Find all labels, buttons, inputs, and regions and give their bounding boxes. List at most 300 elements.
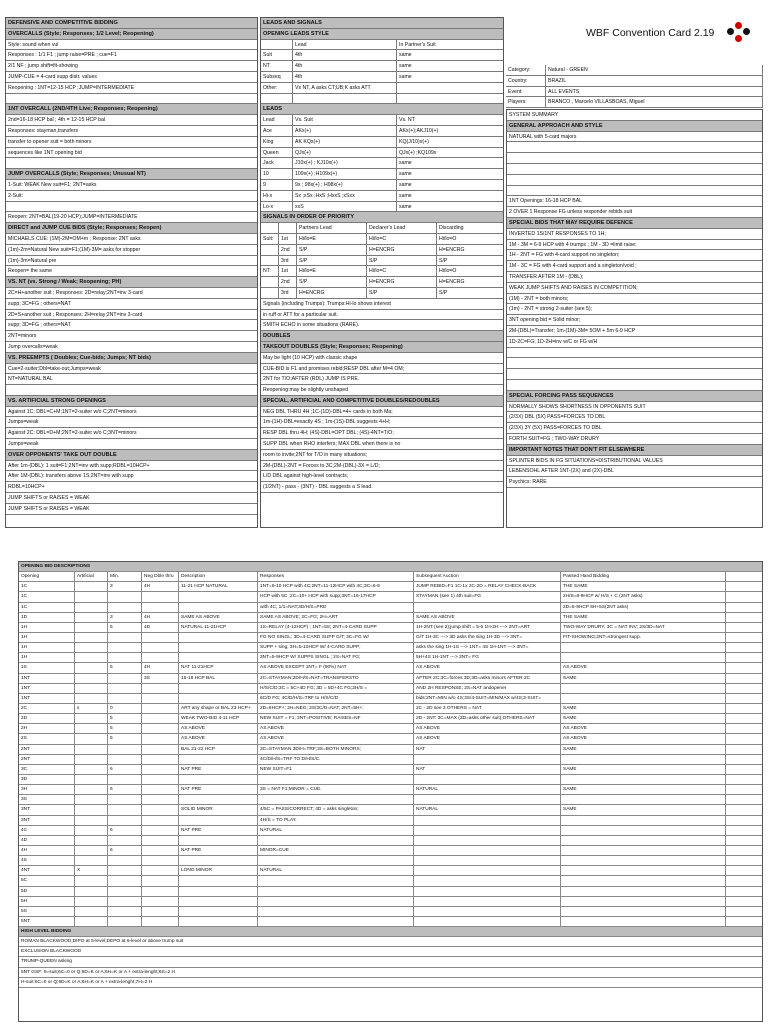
opening-bid-cell: 4S — [19, 856, 75, 865]
defense-line: transfer to opener suit = both minors — [6, 137, 257, 148]
lead-card-cell: same — [397, 180, 503, 190]
signal-row — [261, 266, 503, 277]
defense-line: JUMP SHIFTS or RAISES = WEAK — [6, 493, 257, 504]
opening-bid-cell: 5D — [19, 887, 75, 896]
opening-bid-cell: 2C - 2D see 3 OTHERS = NAT — [414, 704, 561, 713]
column-header: Neg Dble thru — [142, 572, 179, 581]
opening-bid-cell: 5 — [108, 663, 142, 672]
lead-card-cell: same — [397, 169, 503, 179]
opening-bid-cell: 2D=6HCP+; 2H=NEG; 2S/3C/D=NAT; 2NT=5H+; — [258, 704, 414, 713]
defense-line: JUMP SHIFTS or RAISES = WEAK — [6, 504, 257, 515]
lead-card-cell: same — [397, 191, 503, 201]
opening-bid-cell: 2NT — [19, 755, 75, 764]
opening-bid-row — [19, 633, 762, 643]
opening-bid-cell: AS ABOVE — [414, 724, 561, 733]
defense-line: Reopen= the same — [6, 266, 257, 277]
opening-bid-cell — [108, 805, 142, 814]
event-info-cell: BRAZIL — [546, 76, 763, 86]
doubles-line: NEG DBL THRU 4H ;1C-(1D)-DBL=4+ cards in both Ma; — [261, 407, 503, 418]
signal-cell: Suit: — [261, 234, 279, 244]
system-line — [507, 175, 762, 186]
opening-bid-cell — [414, 866, 561, 875]
opening-bid-cell: NEW SUIT=F1 — [258, 765, 414, 774]
lead-style-cell: 4th — [293, 72, 397, 82]
column-header: Description — [179, 572, 258, 581]
opening-bid-cell: FG NO SINGL; 3D=4-CARD SUPP G/T; 3C=FG W/ — [258, 633, 414, 642]
defense-line: supp; 3D=FG ; others=NAT — [6, 320, 257, 331]
opening-bid-cell: AND 2H RESPONSE; 2S=NAT andopener — [414, 684, 561, 693]
opening-bid-cell — [108, 755, 142, 764]
opening-bid-cell: 4H — [142, 613, 179, 622]
opening-bid-cell — [108, 917, 142, 926]
opening-bid-cell — [108, 653, 142, 662]
opening-bid-cell — [561, 816, 726, 825]
opening-bid-row — [19, 745, 762, 755]
opening-bid-cell: 2NT — [19, 745, 75, 754]
opening-bid-cell: NATURAL — [414, 805, 561, 814]
opening-bid-cell — [561, 643, 726, 652]
lead-card-row — [261, 191, 503, 202]
opening-bid-cell — [75, 907, 108, 916]
opening-bid-cell: AS ABOVE — [258, 724, 414, 733]
opening-bid-cell: 3D — [19, 775, 75, 784]
lead-card-row — [261, 180, 503, 191]
opening-bid-cell: 4H — [19, 846, 75, 855]
defense-heading: DEFENSIVE AND COMPETITIVE BIDDING — [6, 18, 257, 29]
system-heading: SPECIAL FORCING PASS SEQUENCES — [507, 391, 762, 402]
opening-bid-row — [19, 887, 762, 897]
opening-bid-cell — [75, 805, 108, 814]
opening-bid-cell: AS ABOVE — [561, 724, 726, 733]
defense-heading: 1NT OVERCALL (2ND/4TH Live; Responses; Reopening) — [6, 104, 257, 115]
opening-bid-cell — [108, 836, 142, 845]
signal-note-line: in ruff or ATT for a particular suit. — [261, 310, 503, 321]
opening-bid-cell: 5NT — [19, 917, 75, 926]
defense-line: JUMP-CUE = 4-card supp distr. values — [6, 72, 257, 83]
lead-card-cell: same — [397, 202, 503, 212]
lead-style-cell: Subseq — [261, 72, 293, 82]
leads-heading: LEADS — [261, 104, 503, 115]
defense-line: Reopening : 1NT=12-15 HCP ;JUMP=INTERMEDIATE — [6, 83, 257, 94]
opening-bid-cell — [142, 724, 179, 733]
opening-bid-cell — [142, 846, 179, 855]
opening-bid-cell — [142, 805, 179, 814]
opening-bid-cell: 11-21 HCP NATURAL — [179, 582, 258, 591]
opening-bid-cell: 3S — [19, 795, 75, 804]
defense-line — [6, 94, 257, 105]
opening-bid-cell — [108, 674, 142, 683]
signal-cell: S/P — [297, 277, 367, 287]
signal-cell: Partners Lead — [297, 223, 367, 233]
opening-bid-cell — [142, 592, 179, 601]
opening-bid-cell: NATURAL 11-21HCP — [179, 623, 258, 632]
opening-bid-cell: LONG MINOR — [179, 866, 258, 875]
opening-bid-cell: AS ABOVE — [179, 734, 258, 743]
opening-bid-cell: 5C — [19, 876, 75, 885]
defense-line — [6, 385, 257, 396]
high-level-heading: HIGH LEVEL BIDDING — [19, 927, 762, 937]
lead-card-cell: QJx(+) ;KQ109x — [397, 148, 503, 158]
defense-line: After 1M-(DBL): transfers above 1S;2NT=inv with supp — [6, 471, 257, 482]
opening-bid-cell — [258, 775, 414, 784]
opening-bid-cell: 1NT=6-10 HCP with 4C;2NT=11-12HCP with 4C;3C=6-9 — [258, 582, 414, 591]
opening-bid-cell: 2C=STAYMAN;2D/H/S=NAT=TRANSFERSTO — [258, 674, 414, 683]
opening-bid-cell: 16-18 HCP BAL — [179, 674, 258, 683]
opening-bid-cell — [108, 592, 142, 601]
opening-bid-cell — [179, 603, 258, 612]
opening-bid-cell — [142, 643, 179, 652]
opening-bid-cell: AS ABOVE — [179, 724, 258, 733]
opening-bid-cell — [75, 724, 108, 733]
lead-card-row — [261, 137, 503, 148]
opening-bid-cell: NEW SUIT = F1; 2NT=POSITIVE; RAISES=NF — [258, 714, 414, 723]
opening-bid-cell — [75, 613, 108, 622]
opening-bid-cell — [414, 795, 561, 804]
lead-card-row — [261, 169, 503, 180]
system-line: WEAK JUMP SHIFTS AND RAISES IN COMPETITION; — [507, 283, 762, 294]
opening-bid-cell — [561, 897, 726, 906]
signal-cell: H=ENCRG — [297, 288, 367, 298]
lead-card-cell: 109x(+) ;H109x(+) — [293, 169, 397, 179]
signal-cell: 3rd — [279, 288, 297, 298]
system-line — [507, 142, 762, 153]
opening-bid-cell: WEAK TWO-BID 4-11 HCP — [179, 714, 258, 723]
signal-cell: S/P — [367, 288, 437, 298]
opening-bid-cell: 1C — [19, 603, 75, 612]
opening-bid-row — [19, 856, 762, 866]
doubles-line: Reopening:may be slightly unshaped — [261, 385, 503, 396]
opening-bid-cell — [75, 846, 108, 855]
opening-bid-cell: 1C — [19, 582, 75, 591]
lead-card-cell: 9x ; 98x(+) ; H98x(+) — [293, 180, 397, 190]
doubles-heading: TAKEOUT DOUBLES (Style; Responses; Reopening) — [261, 342, 503, 353]
opening-bid-cell: 6C/D FG; 4C/D/H/S=TRF to H/S/C/D — [258, 694, 414, 703]
opening-bid-row — [19, 816, 762, 826]
opening-bid-cell: bids:2NT=MIN w/o 4S;3S/4-SUIT=MIN/MAX w/4S;3-SUIT= — [414, 694, 561, 703]
system-line — [507, 348, 762, 359]
opening-bid-row — [19, 694, 762, 704]
defense-line: Style: sound when vul — [6, 40, 257, 51]
system-line — [507, 153, 762, 164]
opening-bid-cell — [561, 826, 726, 835]
opening-bid-cell: 6 — [108, 846, 142, 855]
opening-bid-row — [19, 623, 762, 633]
lead-style-row — [261, 83, 503, 94]
lead-style-cell: 4th — [293, 50, 397, 60]
opening-bid-row — [19, 907, 762, 917]
opening-bid-cell — [142, 887, 179, 896]
system-line: 1D-2C=FG; 1D-2H=inv w/C or FG w/H — [507, 337, 762, 348]
system-line — [507, 358, 762, 369]
opening-bid-cell: NAT PRE — [179, 846, 258, 855]
opening-bid-cell: STAYMAN (see 1) 4th suit=FG — [414, 592, 561, 601]
doubles-line: (1/2NT) - pass - (3NT) - DBL suggests a S lead. — [261, 482, 503, 493]
defense-line: supp; 3C=FG ; others=NAT — [6, 299, 257, 310]
opening-bid-cell: 5 — [108, 724, 142, 733]
lead-card-cell: Queen — [261, 148, 293, 158]
opening-bid-row — [19, 592, 762, 602]
opening-bid-row — [19, 613, 762, 623]
opening-bid-descriptions-table — [18, 561, 763, 1022]
defense-heading: DIRECT and JUMP CUE BIDS (Style; Responses; Reopen) — [6, 223, 257, 234]
opening-bid-row — [19, 805, 762, 815]
opening-bid-cell — [108, 887, 142, 896]
wbf-logo-icon — [727, 22, 751, 46]
opening-bid-cell — [179, 775, 258, 784]
lead-card-row — [261, 115, 503, 126]
system-line: INVERTED 1S/1NT RESPONSES TO 1H; — [507, 229, 762, 240]
opening-bid-cell — [561, 876, 726, 885]
section-title: OPENING BID DESCRIPTIONS — [19, 562, 762, 572]
opening-bid-cell — [258, 887, 414, 896]
opening-bid-cell — [142, 755, 179, 764]
defense-line: Against 2C: DBL=D+M;2NT=2-suiter w/o C;3NT=minors — [6, 428, 257, 439]
opening-bid-cell — [561, 653, 726, 662]
signal-cell: 1st — [279, 266, 297, 276]
opening-bid-cell: 2D=6-9HCP 5H+5S(2NT asks) — [561, 603, 726, 612]
signal-cell: Hi/lo=E — [297, 234, 367, 244]
opening-bid-cell: NAT PRE — [179, 826, 258, 835]
opening-bid-cell: H/S/C/D;3C = 5C+4D FG; 3D = 5D+4C FG;2H/S = — [258, 684, 414, 693]
lead-style-cell: Vs NT, A asks CT;UB;K asks ATT — [293, 83, 397, 93]
opening-bid-cell: 2H — [19, 724, 75, 733]
opening-bid-cell — [414, 876, 561, 885]
opening-bid-cell — [414, 907, 561, 916]
defense-heading: OVERCALLS (Style; Responses; 1/2 Level; Reopening) — [6, 29, 257, 40]
system-line: (1m) - 2NT = strong 2-suiter (see 5); — [507, 304, 762, 315]
opening-bid-cell — [75, 765, 108, 774]
opening-bid-cell — [179, 592, 258, 601]
signal-row — [261, 277, 503, 288]
opening-bid-cell — [142, 633, 179, 642]
opening-bid-cell — [179, 633, 258, 642]
opening-bid-cell: 4C/D/H/S=TRF TO D/H/S/C. — [258, 755, 414, 764]
opening-bid-cell — [179, 795, 258, 804]
defense-line: MICHAELS CUE: (1M)-2M=OM+m ; Response: 2NT asks — [6, 234, 257, 245]
lead-card-cell: AK KQx(+) — [293, 137, 397, 147]
signal-cell: S/P — [297, 245, 367, 255]
opening-bid-cell — [75, 714, 108, 723]
opening-bid-cell — [75, 653, 108, 662]
opening-bid-cell — [179, 694, 258, 703]
high-level-line: H-suit:6C=0 or Q;6D=K or A;6H=K or A + extra-lenght;7H=2 H — [19, 978, 762, 988]
signal-cell: 3rd — [279, 256, 297, 266]
opening-bid-cell — [108, 603, 142, 612]
lead-style-cell: NT — [261, 61, 293, 71]
system-line: SPLINTER BIDS IN FG SITUATIONS=DISTRIBUTIONAL VALUES — [507, 456, 762, 467]
lead-card-cell: King — [261, 137, 293, 147]
high-level-line: TRUMP-QUEEN asking — [19, 957, 762, 967]
defense-line: sequences like 1NT opening bid — [6, 148, 257, 159]
opening-bid-cell — [179, 887, 258, 896]
opening-bid-row — [19, 724, 762, 734]
signal-cell: Hi/lo=E — [297, 266, 367, 276]
opening-bid-cell: 3NT=5-9HCP W/ SUPPS SINGL ; 2S=NAT FG; — [258, 653, 414, 662]
opening-bid-cell: 1H — [19, 653, 75, 662]
opening-bid-cell — [108, 876, 142, 885]
opening-bid-cell — [179, 653, 258, 662]
opening-bid-cell — [142, 897, 179, 906]
lead-style-row — [261, 94, 503, 105]
opening-bid-cell — [108, 795, 142, 804]
opening-bid-cell — [108, 643, 142, 652]
opening-bid-cell — [561, 917, 726, 926]
opening-bid-cell — [108, 775, 142, 784]
doubles-line: CUE-BID is F1 and promises rebid;RESP DBL after M=4 OM; — [261, 364, 503, 375]
lead-card-row — [261, 202, 503, 213]
defense-line: 2NT=minors — [6, 331, 257, 342]
system-line — [507, 369, 762, 380]
doubles-line: 2NT for T/O;AFTER (RDL) JUMP IS PRE. — [261, 374, 503, 385]
lead-card-cell: Sx ;xSx ;HxS ;HxxS ;xSxx — [293, 191, 397, 201]
opening-bid-cell: THE SAME — [561, 582, 726, 591]
lead-style-cell — [397, 94, 503, 104]
defense-line: Jump overcalls=weak — [6, 342, 257, 353]
opening-bid-cell — [75, 694, 108, 703]
opening-bid-cell: SAME — [561, 765, 726, 774]
signal-cell: Hi/lo=O — [437, 266, 503, 276]
system-line: (2/3X) 3Y (5X) PASS=FORCES TO DBL — [507, 423, 762, 434]
doubles-line: RESP DBL thru 4H; (4S)-DBL=OPT DBL; (4S)-4NT=T/O; — [261, 428, 503, 439]
opening-bid-cell — [108, 633, 142, 642]
signal-note-line: SMITH ECHO in some situations (RARE). — [261, 320, 503, 331]
defense-heading: JUMP OVERCALLS (Style; Responses; Unusual NT) — [6, 169, 257, 180]
opening-bid-cell: 2D — [19, 714, 75, 723]
doubles-heading: DOUBLES — [261, 331, 503, 342]
column-header: Min. — [108, 572, 142, 581]
opening-bid-cell — [75, 745, 108, 754]
opening-bid-cell — [561, 846, 726, 855]
lead-style-cell: same — [397, 61, 503, 71]
opening-bid-cell — [179, 917, 258, 926]
opening-bid-cell — [75, 663, 108, 672]
system-heading: IMPORTANT NOTES THAT DON'T FIT ELSEWHERE — [507, 445, 762, 456]
opening-bid-cell: 4NT — [19, 866, 75, 875]
defense-line: 2D=S+another suit ; Responses: 2H=relay;2NT=inv 3-card — [6, 310, 257, 321]
signal-cell: 2nd — [279, 277, 297, 287]
system-summary-column — [506, 109, 763, 528]
opening-bid-cell: SAME — [561, 704, 726, 713]
defense-line: 2C=H+another suit ; Responses: 2D=relay;2NT=inv 3-card — [6, 288, 257, 299]
opening-bid-cell — [258, 876, 414, 885]
opening-bid-cell — [142, 795, 179, 804]
opening-bid-cell — [142, 907, 179, 916]
opening-bid-cell — [142, 603, 179, 612]
system-line — [507, 164, 762, 175]
opening-bid-cell: 2S — [19, 734, 75, 743]
opening-bid-cell — [258, 917, 414, 926]
opening-bid-cell — [75, 592, 108, 601]
opening-bid-cell: THE SAME — [561, 613, 726, 622]
opening-bid-row — [19, 876, 762, 886]
event-info-row — [506, 65, 763, 76]
signal-cell: Hi/lo=O — [437, 234, 503, 244]
signal-note-line: Signals (including Trumps): Trumps:Hi-lo shows interest — [261, 299, 503, 310]
system-line: Psychics: RARE — [507, 477, 762, 488]
opening-bid-cell: NAT PRE — [179, 765, 258, 774]
opening-bid-cell — [75, 643, 108, 652]
opening-bid-cell: AS ABOVE — [561, 734, 726, 743]
signal-cell — [279, 223, 297, 233]
opening-bid-cell — [179, 897, 258, 906]
opening-bid-row — [19, 755, 762, 765]
opening-bid-cell — [414, 816, 561, 825]
opening-bid-cell — [142, 775, 179, 784]
opening-bid-cell — [75, 775, 108, 784]
defense-line: RDBL=10HCP+ — [6, 482, 257, 493]
opening-bid-row — [19, 866, 762, 876]
opening-bid-cell — [75, 785, 108, 794]
opening-bid-row — [19, 643, 762, 653]
lead-card-cell: same — [397, 158, 503, 168]
opening-bid-cell: SAME AS ABOVE; 2C=FG; 2H=ART — [258, 613, 414, 622]
lead-style-cell: 4th — [293, 61, 397, 71]
lead-style-row — [261, 40, 503, 51]
lead-style-cell: same — [397, 50, 503, 60]
opening-bid-cell — [142, 653, 179, 662]
opening-bid-cell — [142, 765, 179, 774]
opening-bid-cell — [179, 907, 258, 916]
defense-line: Responses : 1/1 F1 ; jump raise=PRE ; cue=F1 — [6, 50, 257, 61]
lead-card-cell: AKx(+);AKJ10(+) — [397, 126, 503, 136]
event-info-cell: ALL EVENTS — [546, 87, 763, 97]
event-info-row — [506, 97, 763, 108]
opening-bid-cell — [561, 755, 726, 764]
lead-card-cell: Lead — [261, 115, 293, 125]
lead-card-row — [261, 158, 503, 169]
column-header-row — [19, 572, 762, 582]
opening-bid-cell — [108, 907, 142, 916]
opening-bid-cell: NATURAL — [258, 866, 414, 875]
event-info-cell: Event: — [506, 87, 546, 97]
opening-bid-cell — [142, 734, 179, 743]
opening-bid-cell: 1S — [19, 663, 75, 672]
opening-bid-cell: NATURAL — [414, 785, 561, 794]
defense-line: 2-Suit: — [6, 191, 257, 202]
system-heading: SPECIAL BIDS THAT MAY REQUIRE DEFENCE — [507, 218, 762, 229]
lead-card-cell: xxS — [293, 202, 397, 212]
opening-bid-cell: 1NT — [19, 684, 75, 693]
lead-card-cell: 9 — [261, 180, 293, 190]
opening-bid-cell: NAT PRE — [179, 785, 258, 794]
signal-cell: S/P — [437, 288, 503, 298]
event-info-cell: Category: — [506, 65, 546, 75]
event-info-row — [506, 87, 763, 98]
opening-bid-cell — [75, 633, 108, 642]
opening-bid-cell: HCP with 5C ;2C=10+ HCP with supp;3NT=16-17HCP — [258, 592, 414, 601]
opening-bid-cell: AS ABOVE — [258, 734, 414, 743]
defense-line: Jumps=weak — [6, 417, 257, 428]
opening-bid-cell: JUMP REBID=F1 1C-1x 2C-2D = RELAY CHECK-BACK — [414, 582, 561, 591]
opening-bid-row — [19, 897, 762, 907]
opening-bid-cell: x — [75, 704, 108, 713]
signal-cell — [261, 288, 279, 298]
signal-row — [261, 288, 503, 299]
lead-card-cell: J10x(+) ; KJ10x(+) — [293, 158, 397, 168]
lead-style-cell: Lead — [293, 40, 397, 50]
opening-bid-cell — [561, 836, 726, 845]
signal-cell: Hi/lo=C — [367, 234, 437, 244]
lead-card-cell: Hi-x — [261, 191, 293, 201]
column-header: Subsequent Auction — [414, 572, 561, 581]
opening-bid-cell: 5 — [108, 623, 142, 632]
lead-card-row — [261, 126, 503, 137]
lead-card-cell: Vs. Suit — [293, 115, 397, 125]
opening-bid-cell — [142, 694, 179, 703]
opening-bid-cell — [142, 836, 179, 845]
system-line: 1M - 3M = 6-9 HCP with 4 trumps ; 1M - 3D =limit raise; — [507, 240, 762, 251]
opening-bid-cell: SAME — [561, 805, 726, 814]
